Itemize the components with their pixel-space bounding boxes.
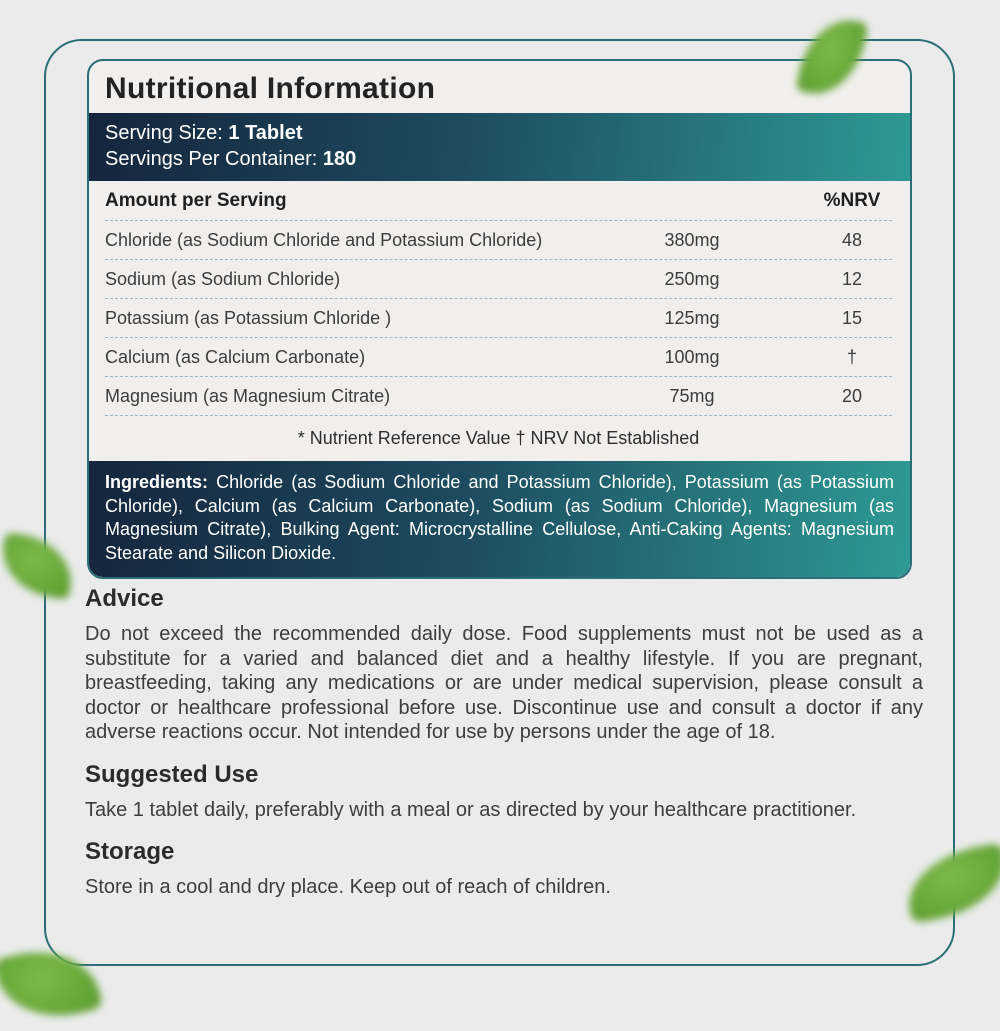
table-header-row [105, 181, 892, 221]
nutrient-nrv: 20 [841, 385, 863, 406]
storage-heading: Storage [85, 838, 175, 865]
nutrient-amount: 125mg [664, 307, 720, 328]
nutrient-name: Chloride (as Sodium Chloride and Potassium Chloride) [105, 229, 543, 250]
suggested-use-section [85, 761, 923, 823]
nutrient-nrv: † [846, 346, 857, 367]
serving-size-line [105, 120, 892, 146]
serving-info-banner [89, 113, 910, 181]
servings-per-container-value: 180 [322, 148, 357, 170]
serving-size-value: 1 Tablet [228, 122, 303, 144]
advice-text: Do not exceed the recommended daily dose. Food supplements must not be used as a substitute for a varied and balanced diet and a healthy lifestyle. If you are pregnant, breastfeeding, taking any medications or are under medical supervision, please consult a doctor or healthcare professional before use. Discontinue use and consult a doctor if any adverse reactions occur. Not intended for use by persons under the age of 18. [85, 623, 923, 743]
table-row [105, 299, 892, 338]
label-title: Nutritional Information [105, 72, 436, 105]
nutrition-facts-table [89, 181, 910, 461]
nrv-footnote: * Nutrient Reference Value † NRV Not Established [297, 428, 700, 448]
nutrient-name: Magnesium (as Magnesium Citrate) [105, 385, 391, 406]
nutrient-name: Potassium (as Potassium Chloride ) [105, 307, 392, 328]
table-row [105, 377, 892, 416]
nutrient-name: Sodium (as Sodium Chloride) [105, 268, 341, 289]
nutrient-amount: 75mg [669, 385, 715, 406]
nutrient-nrv: 48 [841, 229, 863, 250]
table-row [105, 260, 892, 299]
nutrition-label-card [87, 59, 912, 579]
storage-text: Store in a cool and dry place. Keep out of reach of children. [85, 876, 611, 898]
info-sections [85, 585, 923, 916]
storage-section [85, 838, 923, 900]
suggested-use-text: Take 1 tablet daily, preferably with a meal or as directed by your healthcare practitioner. [85, 798, 857, 821]
nutrient-amount: 100mg [664, 346, 720, 367]
ingredients-label: Ingredients: [105, 472, 209, 492]
nutrient-nrv: 15 [841, 307, 863, 328]
nutrient-amount: 380mg [664, 229, 720, 250]
serving-size-label: Serving Size: [105, 122, 229, 144]
ingredients-text: Chloride (as Sodium Chloride and Potassium Chloride), Potassium (as Potassium Chloride), Calcium (as Calcium Carbonate), Sodium (as Sodium Chloride), Magnesium (as Magnesium Citrate), Bulking Agent: Microcrystalline Cellulose, Anti-Caking Agents: Magnesium Stearate and Silicon Dioxide. [105, 472, 894, 563]
table-row [105, 221, 892, 260]
nutrient-name: Calcium (as Calcium Carbonate) [105, 346, 366, 367]
table-row [105, 338, 892, 377]
nutrient-amount: 250mg [664, 268, 720, 289]
header-amount-per-serving: Amount per Serving [105, 189, 287, 211]
advice-section [85, 585, 923, 745]
advice-heading: Advice [85, 585, 164, 612]
header-nrv: %NRV [823, 189, 881, 211]
suggested-use-heading: Suggested Use [85, 760, 259, 788]
nutrient-nrv: 12 [841, 268, 863, 289]
servings-per-container-label: Servings Per Container: [105, 148, 323, 170]
servings-per-container-line [105, 146, 892, 172]
ingredients-banner [89, 461, 910, 577]
